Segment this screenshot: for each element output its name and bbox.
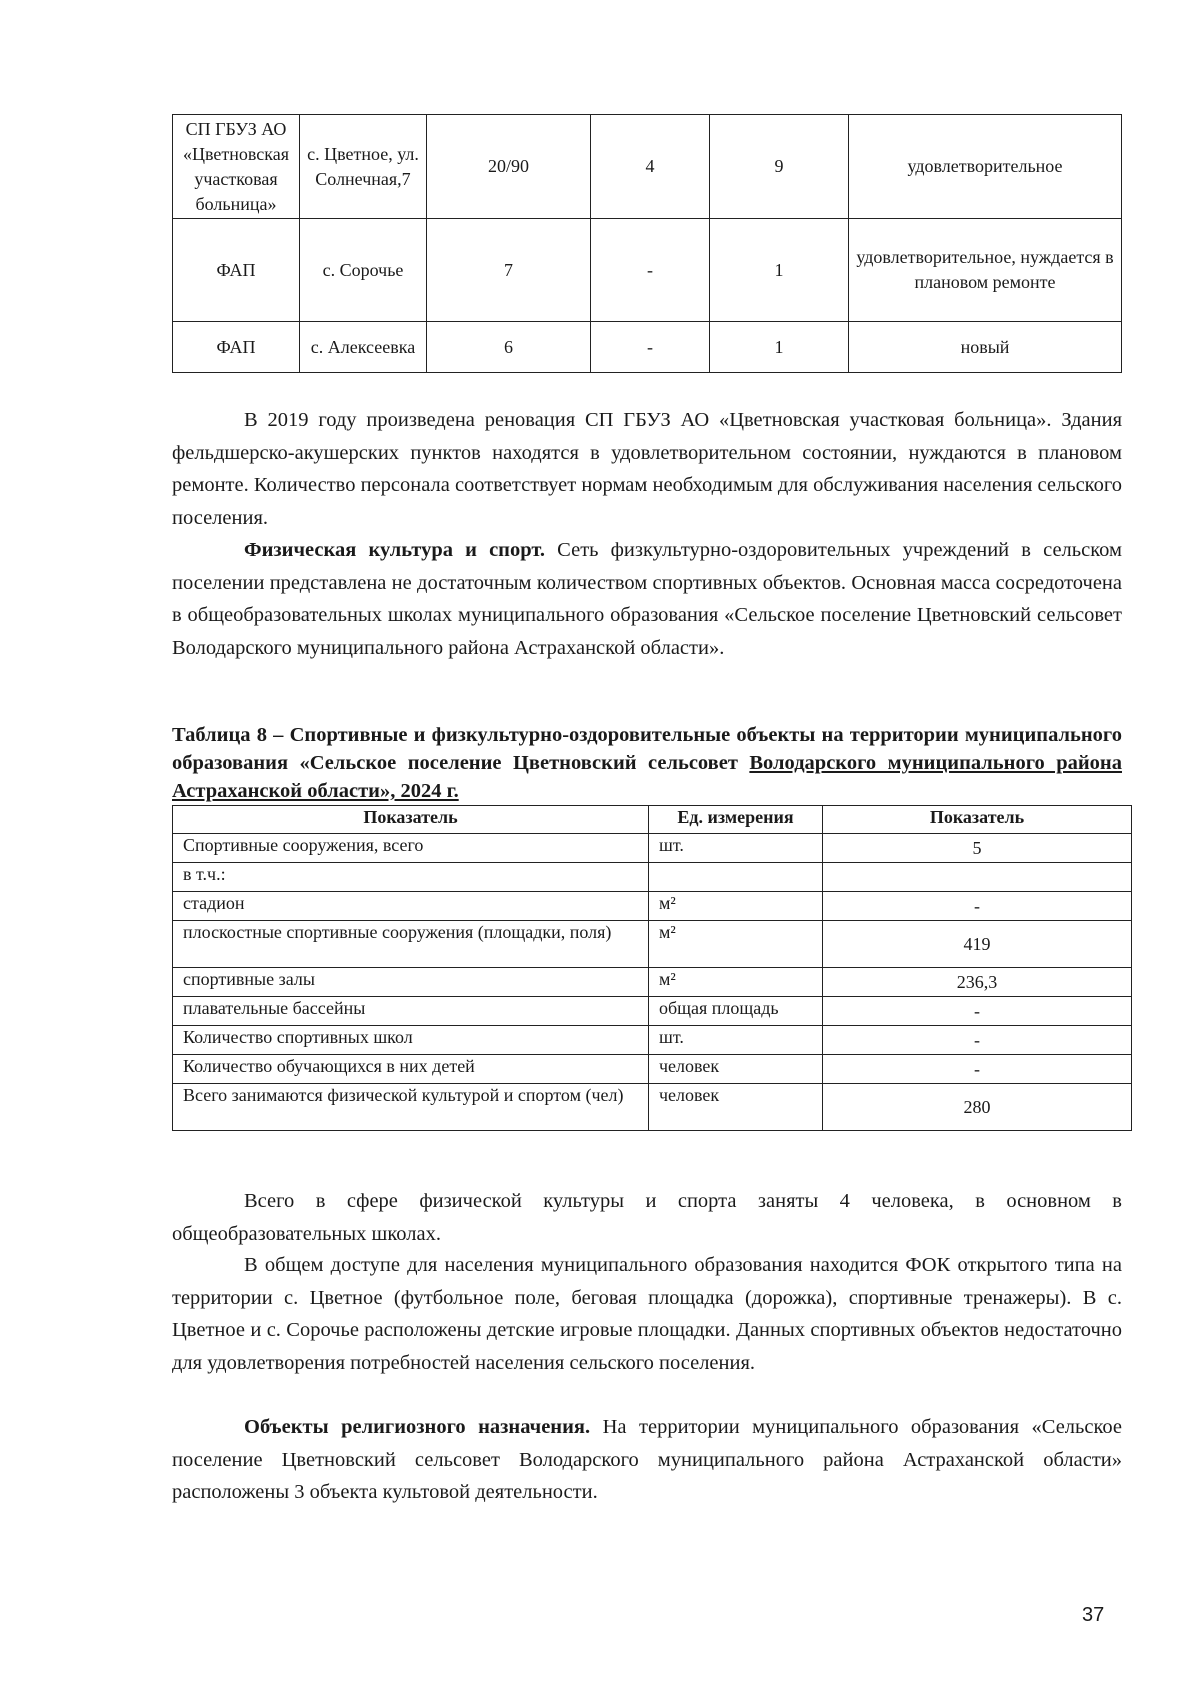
page-number: 37	[1082, 1604, 1105, 1626]
table-cell: 20/90	[427, 115, 591, 219]
table-cell: м²	[649, 968, 823, 997]
table-cell: -	[823, 1055, 1132, 1084]
section-heading-sport: Физическая культура и спорт.	[244, 539, 546, 561]
paragraph-sport	[172, 534, 1122, 664]
column-header: Ед. измерения	[649, 806, 823, 834]
paragraph-text: Сеть физкультурно-оздоровительных учреждений в сельском поселении представлена не достаточным количеством спортивных объектов. Основная масса сосредоточена в общеобразовательных школах муниципального образования «Сельское поселение Цветновский сельсовет Володарского муниципального района Астраханской области».	[172, 539, 1122, 659]
table-cell: 5	[823, 834, 1132, 863]
table-cell: с. Цветное, ул. Солнечная,7	[300, 115, 427, 219]
column-header: Показатель	[173, 806, 649, 834]
table-row	[173, 997, 1132, 1026]
healthcare-facilities-table	[172, 114, 1122, 373]
table-row	[173, 115, 1122, 219]
table-header-row	[173, 806, 1132, 834]
table-cell: 4	[591, 115, 710, 219]
paragraph-text: На территории муниципального образования «Сельское поселение Цветновский сельсовет Володарского муниципального района Астраханской области» расположены 3 объекта культовой деятельности.	[172, 1416, 1123, 1503]
table-cell: новый	[849, 322, 1122, 373]
paragraph-sport-staff	[172, 1185, 1122, 1250]
paragraph-fok	[172, 1249, 1122, 1379]
table-row	[173, 1084, 1132, 1131]
table-cell	[823, 863, 1132, 892]
table-row	[173, 1055, 1132, 1084]
table-cell: Всего занимаются физической культурой и спортом (чел)	[173, 1084, 649, 1131]
table-cell: спортивные залы	[173, 968, 649, 997]
table-cell: 280	[823, 1084, 1132, 1131]
table-cell: стадион	[173, 892, 649, 921]
table-cell: 6	[427, 322, 591, 373]
caption-text-underlined: Володарского муниципального района Астраханской области», 2024 г.	[172, 752, 1122, 802]
table-cell: плавательные бассейны	[173, 997, 649, 1026]
table-cell: -	[823, 1026, 1132, 1055]
table-cell: 419	[823, 921, 1132, 968]
table-cell: в т.ч.:	[173, 863, 649, 892]
column-header: Показатель	[823, 806, 1132, 834]
table-cell: удовлетворительное	[849, 115, 1122, 219]
table-cell: Спортивные сооружения, всего	[173, 834, 649, 863]
table-row	[173, 1026, 1132, 1055]
paragraph-religious	[172, 1411, 1122, 1509]
table-cell: СП ГБУЗ АО «Цветновская участковая больница»	[173, 115, 300, 219]
table-row	[173, 968, 1132, 997]
table-row	[173, 219, 1122, 322]
table-row	[173, 834, 1132, 863]
table-cell: ФАП	[173, 219, 300, 322]
table-cell: с. Алексеевка	[300, 322, 427, 373]
table-cell: ФАП	[173, 322, 300, 373]
table-cell: 1	[710, 322, 849, 373]
table-cell: -	[823, 892, 1132, 921]
table-cell: 7	[427, 219, 591, 322]
paragraph-renovation	[172, 404, 1122, 534]
table-cell: -	[591, 322, 710, 373]
table-cell: удовлетворительное, нуждается в плановом ремонте	[849, 219, 1122, 322]
table-cell: 236,3	[823, 968, 1132, 997]
table-cell: -	[823, 997, 1132, 1026]
table-cell: -	[591, 219, 710, 322]
table-cell: шт.	[649, 834, 823, 863]
table-8-caption	[172, 721, 1122, 805]
paragraph-text: В общем доступе для населения муниципального образования находится ФОК открытого типа на территории с. Цветное (футбольное поле, беговая площадка (дорожка), спортивные тренажеры). В с. Цветное и с. Сорочье расположены детские игровые площадки. Данных спортивных объектов недостаточно для удовлетворения потребностей населения сельского поселения.	[172, 1254, 1122, 1374]
table-cell: человек	[649, 1055, 823, 1084]
sports-facilities-table	[172, 805, 1132, 1131]
table-cell: плоскостные спортивные сооружения (площадки, поля)	[173, 921, 649, 968]
table-cell: м²	[649, 921, 823, 968]
table-row	[173, 863, 1132, 892]
table-cell: 1	[710, 219, 849, 322]
paragraph-text: Всего в сфере физической культуры и спорта заняты 4 человека, в основном в общеобразовательных школах.	[172, 1190, 1122, 1245]
table-cell: м²	[649, 892, 823, 921]
table-cell: общая площадь	[649, 997, 823, 1026]
paragraph-text: В 2019 году произведена реновация СП ГБУЗ АО «Цветновская участковая больница». Здания фельдшерско-акушерских пунктов находятся в удовлетворительном состоянии, нуждаются в плановом ремонте. Количество персонала соответствует нормам необходимым для обслуживания населения сельского поселения.	[172, 409, 1122, 529]
caption-text: Таблица 8 – Спортивные и физкультурно-оздоровительные объекты на территории муниципального образования «Сельское поселение Цветновский сельсовет	[172, 724, 1122, 774]
table-cell: шт.	[649, 1026, 823, 1055]
table-cell: человек	[649, 1084, 823, 1131]
table-row	[173, 892, 1132, 921]
table-row	[173, 921, 1132, 968]
table-cell: 9	[710, 115, 849, 219]
section-heading-religious: Объекты религиозного назначения.	[244, 1416, 591, 1438]
table-cell: Количество обучающихся в них детей	[173, 1055, 649, 1084]
table-row	[173, 322, 1122, 373]
table-cell	[649, 863, 823, 892]
table-cell: Количество спортивных школ	[173, 1026, 649, 1055]
table-cell: с. Сорочье	[300, 219, 427, 322]
